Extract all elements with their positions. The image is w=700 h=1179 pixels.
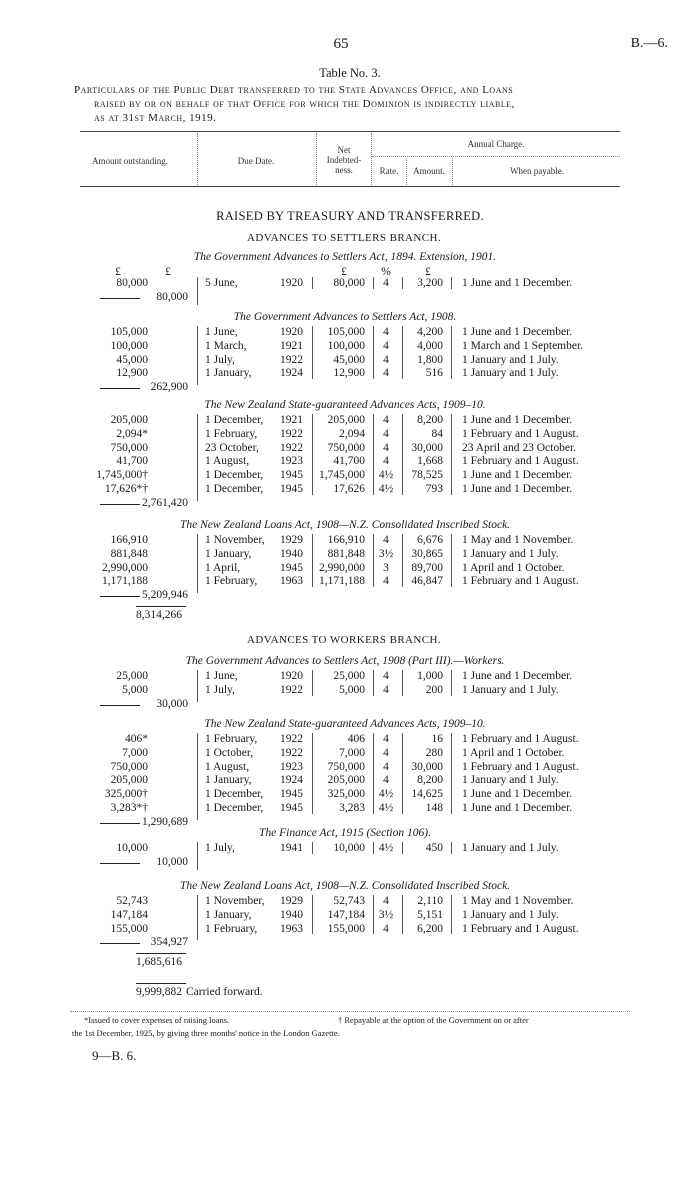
annual-charge-amount: 89,700 bbox=[411, 561, 443, 574]
column-rule bbox=[451, 842, 452, 854]
column-rule bbox=[197, 670, 198, 702]
annual-charge-amount: 200 bbox=[425, 683, 443, 696]
branch-total-rule bbox=[136, 953, 186, 954]
when-payable: 1 May and 1 November. bbox=[462, 534, 574, 546]
net-indebtedness: 105,000 bbox=[327, 326, 365, 338]
amount-outstanding: 7,000 bbox=[122, 746, 148, 759]
when-payable: 1 April and 1 October. bbox=[462, 746, 565, 759]
column-rule bbox=[373, 534, 374, 587]
when-payable: 1 May and 1 November. bbox=[462, 895, 574, 907]
signature: 9—B. 6. bbox=[92, 1048, 137, 1063]
interest-rate: 4 bbox=[383, 670, 389, 682]
annual-charge-amount: 30,000 bbox=[411, 760, 443, 773]
annual-charge-amount: 280 bbox=[425, 746, 443, 759]
column-rule bbox=[312, 534, 313, 587]
interest-rate: 4 bbox=[383, 427, 389, 440]
due-year: 1945 bbox=[280, 802, 303, 814]
col-rate: Rate. bbox=[379, 166, 399, 176]
column-rule bbox=[451, 414, 452, 495]
annual-charge-amount: 84 bbox=[431, 427, 443, 440]
amount-outstanding: 80,000 bbox=[116, 277, 148, 289]
interest-rate: 4 bbox=[383, 733, 389, 745]
net-indebtedness: 2,990,000 bbox=[319, 561, 365, 574]
interest-rate: 4 bbox=[383, 922, 389, 935]
when-payable: 1 January and 1 July. bbox=[462, 353, 559, 366]
column-rule bbox=[373, 670, 374, 696]
due-day: 1 January, bbox=[205, 908, 252, 921]
due-day: 5 June, bbox=[205, 277, 238, 289]
amount-outstanding: 3,283*† bbox=[110, 802, 148, 814]
due-day: 1 November, bbox=[205, 895, 265, 907]
due-year: 1929 bbox=[280, 895, 303, 907]
interest-rate: 4 bbox=[383, 353, 389, 366]
when-payable: 1 February and 1 August. bbox=[462, 733, 579, 745]
group-subtotal: 354,927 bbox=[150, 936, 188, 949]
when-payable: 1 June and 1 December. bbox=[462, 802, 573, 814]
due-day: 1 August, bbox=[205, 760, 250, 773]
amount-outstanding: 105,000 bbox=[110, 326, 148, 338]
net-indebtedness: 12,900 bbox=[333, 367, 365, 380]
when-payable: 1 January and 1 July. bbox=[462, 908, 559, 921]
interest-rate: 4½ bbox=[378, 842, 394, 854]
interest-rate: 4 bbox=[383, 575, 389, 588]
column-rule bbox=[373, 733, 374, 814]
due-year: 1945 bbox=[280, 561, 303, 574]
group-title: The Government Advances to Settlers Act, 1894. Extension, 1901. bbox=[193, 251, 497, 263]
due-year: 1920 bbox=[280, 670, 303, 682]
due-day: 1 March, bbox=[205, 339, 247, 352]
net-indebtedness: 881,848 bbox=[327, 547, 365, 560]
group-title: The New Zealand Loans Act, 1908—N.Z. Consolidated Inscribed Stock. bbox=[179, 519, 511, 531]
due-day: 1 June, bbox=[205, 670, 238, 682]
due-day: 1 July, bbox=[205, 683, 235, 696]
due-year: 1945 bbox=[280, 469, 303, 482]
interest-rate: 4 bbox=[383, 746, 389, 759]
net-indebtedness: 166,910 bbox=[327, 534, 365, 546]
footnote-dagger-1: † Repayable at the option of the Government on or after bbox=[338, 1015, 529, 1025]
column-rule bbox=[312, 414, 313, 495]
net-indebtedness: 205,000 bbox=[327, 774, 365, 787]
amount-outstanding: 205,000 bbox=[110, 774, 148, 787]
column-rule bbox=[312, 670, 313, 696]
group-subtotal: 80,000 bbox=[156, 290, 188, 303]
annual-charge-amount: 2,110 bbox=[417, 895, 443, 907]
group-title: The New Zealand State-guaranteed Advances Acts, 1909–10. bbox=[204, 399, 486, 411]
due-year: 1940 bbox=[280, 908, 303, 921]
carried-forward-rule bbox=[136, 983, 186, 984]
annual-charge-amount: 4,000 bbox=[417, 339, 443, 352]
annual-charge-amount: 450 bbox=[425, 842, 443, 854]
due-year: 1945 bbox=[280, 483, 303, 495]
caption-line-2: raised by or on behalf of that Office for which the Dominion is indirectly liable, bbox=[94, 98, 515, 110]
annual-charge-amount: 1,800 bbox=[417, 353, 443, 366]
annual-charge-amount: 3,200 bbox=[417, 277, 443, 289]
due-year: 1923 bbox=[280, 455, 303, 468]
net-indebtedness: 10,000 bbox=[333, 842, 365, 854]
due-year: 1921 bbox=[280, 339, 303, 352]
column-rule bbox=[197, 534, 198, 593]
branch-total-rule bbox=[136, 606, 186, 607]
interest-rate: 4 bbox=[383, 895, 389, 907]
due-year: 1922 bbox=[280, 733, 303, 745]
column-rule bbox=[197, 326, 198, 385]
when-payable: 1 January and 1 July. bbox=[462, 774, 559, 787]
amount-outstanding: 1,171,188 bbox=[102, 575, 148, 588]
due-day: 1 February, bbox=[205, 427, 258, 440]
due-day: 1 January, bbox=[205, 367, 252, 380]
carried-forward-label: Carried forward. bbox=[186, 986, 263, 998]
amount-outstanding: 12,900 bbox=[116, 367, 148, 380]
due-year: 1929 bbox=[280, 534, 303, 546]
interest-rate: 4 bbox=[383, 534, 389, 546]
due-day: 1 December, bbox=[205, 788, 264, 801]
when-payable: 1 February and 1 August. bbox=[462, 427, 579, 440]
col-net-1: Net bbox=[337, 145, 351, 155]
group-title: The New Zealand State-guaranteed Advances Acts, 1909–10. bbox=[204, 718, 486, 730]
net-indebtedness: 17,626 bbox=[333, 483, 365, 495]
annual-charge-amount: 46,847 bbox=[411, 575, 443, 588]
when-payable: 1 January and 1 July. bbox=[462, 367, 559, 380]
branch-total: 8,314,266 bbox=[136, 609, 182, 622]
branch-heading: ADVANCES TO WORKERS BRANCH. bbox=[247, 634, 441, 646]
annual-charge-amount: 16 bbox=[431, 733, 443, 745]
column-rule bbox=[402, 414, 403, 495]
branch-heading: ADVANCES TO SETTLERS BRANCH. bbox=[247, 232, 441, 244]
column-rule bbox=[197, 733, 198, 820]
col-amount: Amount. bbox=[413, 166, 445, 176]
due-year: 1920 bbox=[280, 326, 303, 338]
net-indebtedness: 1,745,000 bbox=[319, 469, 365, 482]
when-payable: 1 March and 1 September. bbox=[462, 339, 584, 352]
column-rule bbox=[451, 534, 452, 587]
interest-rate: 4 bbox=[383, 367, 389, 380]
amount-outstanding: 41,700 bbox=[116, 455, 148, 468]
net-indebtedness: 80,000 bbox=[333, 277, 365, 289]
group-title: The New Zealand Loans Act, 1908—N.Z. Consolidated Inscribed Stock. bbox=[179, 880, 511, 892]
annual-charge-amount: 1,000 bbox=[417, 670, 443, 682]
due-day: 1 November, bbox=[205, 534, 265, 546]
column-rule bbox=[197, 414, 198, 501]
footnote-dagger-2: the 1st December, 1925, by giving three months' notice in the London Gazette. bbox=[72, 1028, 340, 1038]
unit-net: £ bbox=[341, 266, 347, 278]
when-payable: 1 June and 1 December. bbox=[462, 277, 573, 289]
branch-total: 1,685,616 bbox=[136, 956, 182, 969]
column-rule bbox=[197, 842, 198, 870]
due-year: 1941 bbox=[280, 842, 303, 854]
net-indebtedness: 750,000 bbox=[327, 441, 365, 454]
interest-rate: 3 bbox=[383, 561, 389, 574]
net-indebtedness: 750,000 bbox=[327, 760, 365, 773]
column-rule bbox=[312, 895, 313, 934]
column-rule bbox=[373, 842, 374, 854]
column-rule bbox=[373, 326, 374, 379]
net-indebtedness: 25,000 bbox=[333, 670, 365, 682]
carried-forward-amount: 9,999,882 bbox=[136, 986, 182, 998]
due-year: 1924 bbox=[280, 774, 303, 787]
interest-rate: 4 bbox=[383, 760, 389, 773]
when-payable: 1 February and 1 August. bbox=[462, 922, 579, 935]
due-year: 1923 bbox=[280, 760, 303, 773]
net-indebtedness: 7,000 bbox=[339, 746, 365, 759]
due-day: 1 February, bbox=[205, 733, 258, 745]
when-payable: 1 June and 1 December. bbox=[462, 326, 573, 338]
net-indebtedness: 325,000 bbox=[327, 788, 365, 801]
amount-outstanding: 52,743 bbox=[116, 895, 148, 907]
footnote-star: *Issued to cover expenses of raising loans. bbox=[84, 1015, 230, 1025]
interest-rate: 3½ bbox=[378, 547, 394, 560]
column-rule bbox=[451, 326, 452, 379]
group-subtotal: 2,761,420 bbox=[142, 496, 188, 509]
amount-outstanding: 406* bbox=[125, 733, 148, 745]
interest-rate: 4 bbox=[383, 441, 389, 454]
page-reference: B.—6. bbox=[630, 36, 668, 51]
amount-outstanding: 325,000† bbox=[104, 788, 148, 801]
when-payable: 1 January and 1 July. bbox=[462, 683, 559, 696]
due-day: 1 April, bbox=[205, 561, 241, 574]
net-indebtedness: 100,000 bbox=[327, 339, 365, 352]
amount-outstanding: 166,910 bbox=[110, 534, 148, 546]
net-indebtedness: 41,700 bbox=[333, 455, 365, 468]
amount-outstanding: 100,000 bbox=[110, 339, 148, 352]
due-year: 1940 bbox=[280, 547, 303, 560]
interest-rate: 4 bbox=[383, 277, 389, 289]
due-day: 1 December, bbox=[205, 802, 264, 814]
due-year: 1922 bbox=[280, 427, 303, 440]
col-due-date: Due Date. bbox=[237, 156, 275, 166]
interest-rate: 4 bbox=[383, 326, 389, 338]
interest-rate: 4½ bbox=[378, 802, 394, 814]
amount-outstanding: 750,000 bbox=[110, 760, 148, 773]
due-year: 1921 bbox=[280, 414, 303, 426]
caption-line-3: as at 31st March, 1919. bbox=[94, 112, 217, 124]
column-rule bbox=[402, 534, 403, 587]
interest-rate: 4 bbox=[383, 455, 389, 468]
amount-outstanding: 5,000 bbox=[122, 683, 148, 696]
column-rule bbox=[402, 326, 403, 379]
column-rule bbox=[402, 733, 403, 814]
column-rule bbox=[373, 895, 374, 934]
amount-outstanding: 147,184 bbox=[110, 908, 148, 921]
header-bottom-rule bbox=[80, 186, 620, 187]
column-rule bbox=[197, 895, 198, 940]
interest-rate: 4½ bbox=[378, 469, 394, 482]
group-subtotal: 10,000 bbox=[156, 855, 188, 868]
net-indebtedness: 406 bbox=[347, 733, 365, 745]
amount-outstanding: 10,000 bbox=[116, 842, 148, 854]
due-day: 23 October, bbox=[205, 441, 259, 454]
amount-outstanding: 2,094* bbox=[116, 427, 148, 440]
due-day: 1 October, bbox=[205, 746, 254, 759]
amount-outstanding: 2,990,000 bbox=[102, 561, 148, 574]
annual-charge-amount: 6,676 bbox=[417, 534, 443, 546]
when-payable: 1 February and 1 August. bbox=[462, 575, 579, 588]
when-payable: 1 June and 1 December. bbox=[462, 469, 573, 482]
interest-rate: 4 bbox=[383, 339, 389, 352]
group-title: The Government Advances to Settlers Act, 1908. bbox=[233, 311, 457, 323]
column-rule bbox=[312, 733, 313, 814]
due-day: 1 June, bbox=[205, 326, 238, 338]
annual-charge-amount: 30,865 bbox=[411, 547, 443, 560]
unit-amount: £ bbox=[115, 266, 121, 278]
page-number: 65 bbox=[333, 36, 349, 52]
annual-charge-amount: 148 bbox=[425, 802, 443, 814]
amount-outstanding: 17,626*† bbox=[104, 483, 148, 495]
amount-outstanding: 45,000 bbox=[116, 353, 148, 366]
column-rule bbox=[312, 842, 313, 854]
group-subtotal: 30,000 bbox=[156, 697, 188, 710]
due-year: 1922 bbox=[280, 353, 303, 366]
unit-rate: % bbox=[381, 266, 391, 278]
interest-rate: 3½ bbox=[378, 908, 394, 921]
due-year: 1922 bbox=[280, 746, 303, 759]
due-day: 1 August, bbox=[205, 455, 250, 468]
table-title: Table No. 3. bbox=[319, 66, 381, 80]
column-rule bbox=[373, 414, 374, 495]
col-when-payable: When payable. bbox=[510, 166, 564, 176]
net-indebtedness: 155,000 bbox=[327, 922, 365, 935]
net-indebtedness: 3,283 bbox=[339, 802, 365, 814]
due-day: 1 December, bbox=[205, 414, 264, 426]
annual-charge-amount: 30,000 bbox=[411, 441, 443, 454]
due-year: 1922 bbox=[280, 441, 303, 454]
annual-charge-amount: 4,200 bbox=[417, 326, 443, 338]
annual-charge-amount: 14,625 bbox=[411, 788, 443, 801]
due-year: 1924 bbox=[280, 367, 303, 380]
group-title: The Finance Act, 1915 (Section 106). bbox=[259, 827, 431, 839]
column-rule bbox=[402, 842, 403, 854]
net-indebtedness: 2,094 bbox=[339, 427, 365, 440]
when-payable: 1 June and 1 December. bbox=[462, 788, 573, 801]
annual-charge-amount: 8,200 bbox=[417, 414, 443, 426]
net-indebtedness: 5,000 bbox=[339, 683, 365, 696]
due-year: 1963 bbox=[280, 575, 303, 588]
when-payable: 1 June and 1 December. bbox=[462, 414, 573, 426]
header-top-rule bbox=[80, 131, 620, 132]
interest-rate: 4 bbox=[383, 774, 389, 787]
when-payable: 23 April and 23 October. bbox=[462, 441, 577, 454]
net-indebtedness: 52,743 bbox=[333, 895, 365, 907]
when-payable: 1 June and 1 December. bbox=[462, 483, 573, 495]
due-day: 1 January, bbox=[205, 774, 252, 787]
due-day: 1 December, bbox=[205, 469, 264, 482]
column-rule bbox=[402, 895, 403, 934]
column-rule bbox=[402, 277, 403, 289]
column-rule bbox=[451, 670, 452, 696]
amount-outstanding: 25,000 bbox=[116, 670, 148, 682]
column-rule bbox=[402, 670, 403, 696]
col-net-2: Indebted- bbox=[326, 155, 362, 165]
due-day: 1 July, bbox=[205, 353, 235, 366]
col-annual-charge: Annual Charge. bbox=[467, 139, 525, 149]
when-payable: 1 January and 1 July. bbox=[462, 547, 559, 560]
group-subtotal: 5,209,946 bbox=[142, 589, 188, 602]
due-year: 1945 bbox=[280, 788, 303, 801]
amount-outstanding: 1,745,000† bbox=[96, 469, 148, 482]
annual-charge-amount: 78,525 bbox=[411, 469, 443, 482]
interest-rate: 4½ bbox=[378, 483, 394, 495]
unit-charge: £ bbox=[425, 266, 431, 278]
when-payable: 1 February and 1 August. bbox=[462, 455, 579, 468]
due-year: 1920 bbox=[280, 277, 303, 289]
when-payable: 1 June and 1 December. bbox=[462, 670, 573, 682]
when-payable: 1 April and 1 October. bbox=[462, 561, 565, 574]
interest-rate: 4 bbox=[383, 683, 389, 696]
annual-charge-amount: 1,668 bbox=[417, 455, 443, 468]
caption-line-1: Particulars of the Public Debt transferred to the State Advances Office, and Loans bbox=[74, 84, 514, 96]
group-title: The Government Advances to Settlers Act, 1908 (Part III).—Workers. bbox=[185, 655, 505, 667]
due-year: 1922 bbox=[280, 683, 303, 696]
interest-rate: 4 bbox=[383, 414, 389, 426]
column-rule bbox=[451, 733, 452, 814]
when-payable: 1 February and 1 August. bbox=[462, 760, 579, 773]
column-rule bbox=[312, 277, 313, 289]
group-subtotal: 1,290,689 bbox=[142, 815, 188, 828]
due-day: 1 February, bbox=[205, 922, 258, 935]
column-rule bbox=[373, 277, 374, 289]
col-amount-outstanding: Amount outstanding. bbox=[92, 156, 168, 166]
due-day: 1 January, bbox=[205, 547, 252, 560]
column-rule bbox=[312, 326, 313, 379]
amount-outstanding: 881,848 bbox=[110, 547, 148, 560]
group-subtotal: 262,900 bbox=[150, 381, 188, 394]
net-indebtedness: 45,000 bbox=[333, 353, 365, 366]
due-day: 1 December, bbox=[205, 483, 264, 495]
amount-outstanding: 155,000 bbox=[110, 922, 148, 935]
column-rule bbox=[451, 277, 452, 289]
amount-outstanding: 750,000 bbox=[110, 441, 148, 454]
due-day: 1 July, bbox=[205, 842, 235, 854]
annual-charge-amount: 6,200 bbox=[417, 922, 443, 935]
column-rule bbox=[197, 277, 198, 305]
interest-rate: 4½ bbox=[378, 788, 394, 801]
due-year: 1963 bbox=[280, 922, 303, 935]
main-heading: RAISED BY TREASURY AND TRANSFERRED. bbox=[216, 209, 484, 223]
annual-charge-amount: 8,200 bbox=[417, 774, 443, 787]
annual-charge-amount: 516 bbox=[425, 367, 443, 380]
net-indebtedness: 205,000 bbox=[327, 414, 365, 426]
col-net-3: ness. bbox=[335, 165, 353, 175]
column-rule bbox=[451, 895, 452, 934]
unit-subtotal: £ bbox=[165, 266, 171, 278]
when-payable: 1 January and 1 July. bbox=[462, 842, 559, 854]
annual-charge-amount: 793 bbox=[425, 483, 443, 495]
amount-outstanding: 205,000 bbox=[110, 414, 148, 426]
annual-charge-amount: 5,151 bbox=[417, 908, 443, 921]
due-day: 1 February, bbox=[205, 575, 258, 588]
net-indebtedness: 1,171,188 bbox=[319, 575, 365, 588]
net-indebtedness: 147,184 bbox=[327, 908, 365, 921]
